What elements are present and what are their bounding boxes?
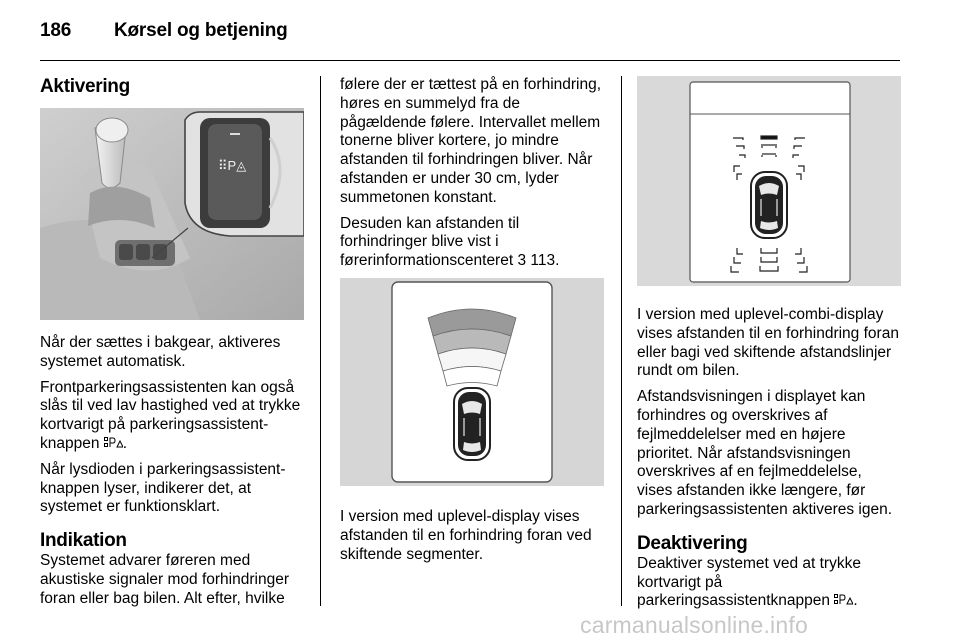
console-button-illustration [40,108,304,320]
paragraph-distance-display: Desuden kan afstanden til forhindringer blive vist i førerinformationscenteret 3 113. [340,214,560,270]
paragraph-deactivate: Deaktiver systemet ved at trykke kortvarigt på parkeringsassistentknappen . [637,554,861,610]
heading-indication: Indikation [40,530,127,552]
watermark: carmanualsonline.info [580,612,808,638]
paragraph-uplevel-display: I version med uplevel-display vises afstanden til en forhindring foran ved skiftende segmenter. [340,507,592,563]
paragraph-front-assist: Frontparkeringsassistenten kan også slås til ved lav hastighed ved at trykke kortvarigt på parkeringsassistent-knappen . [40,378,301,452]
paragraph-sensors: følere der er tættest på en forhindring, høres en summelyd fra de pågældende følere. Intervallet mellem tonerne bliver kortere, jo mindre afstanden til forhindringen bliver. Når afstanden er under 30 cm, lyder summetonen konstant. [340,76,602,206]
paragraph-error-override: Afstandsvisningen i displayet kan forhindres og overskrives af fejlmeddelelser med en højere prioritet. Når afstandsvisningen overskrives af en fejlmeddelelse, vises afstanden ikke længere, før parkeringsassistenten aktiveres igen. [637,388,893,518]
column-divider-right [621,76,622,606]
page-header [40,20,288,42]
paragraph-combi-display: I version med uplevel-combi-display vises afstanden til en forhindring foran eller bagi ved skiftende afstandslinjer rundt om bilen. [637,306,899,380]
svg-text:⠿P◬: ⠿P◬ [218,158,247,173]
paragraph-reverse-gear: Når der sættes i bakgear, aktiveres systemet automatisk. [40,334,281,370]
paragraph-led: Når lysdioden i parkeringsassistent-knappen lyser, indikerer det, at systemet er funktionsklart. [40,460,286,516]
reference-arrow: 3 [517,252,527,270]
heading-deactivation: Deaktivering [637,532,748,554]
heading-activation: Aktivering [40,76,130,97]
column-3 [637,76,901,618]
paragraph-warning: Systemet advarer føreren med akustiske signaler mod forhindringer foran eller bag bilen. Alt efter, hvilke [40,552,289,607]
column-divider-left [320,76,321,606]
combi-display-illustration [637,76,901,286]
uplevel-display-illustration [340,278,604,486]
section-title: Kørsel og betjening [114,20,288,41]
column-1 [40,76,304,616]
parking-assist-icon [104,436,123,449]
header-rule [40,60,900,61]
parking-assist-icon [834,593,853,606]
column-2 [340,76,605,571]
page-number: 186 [40,20,72,41]
